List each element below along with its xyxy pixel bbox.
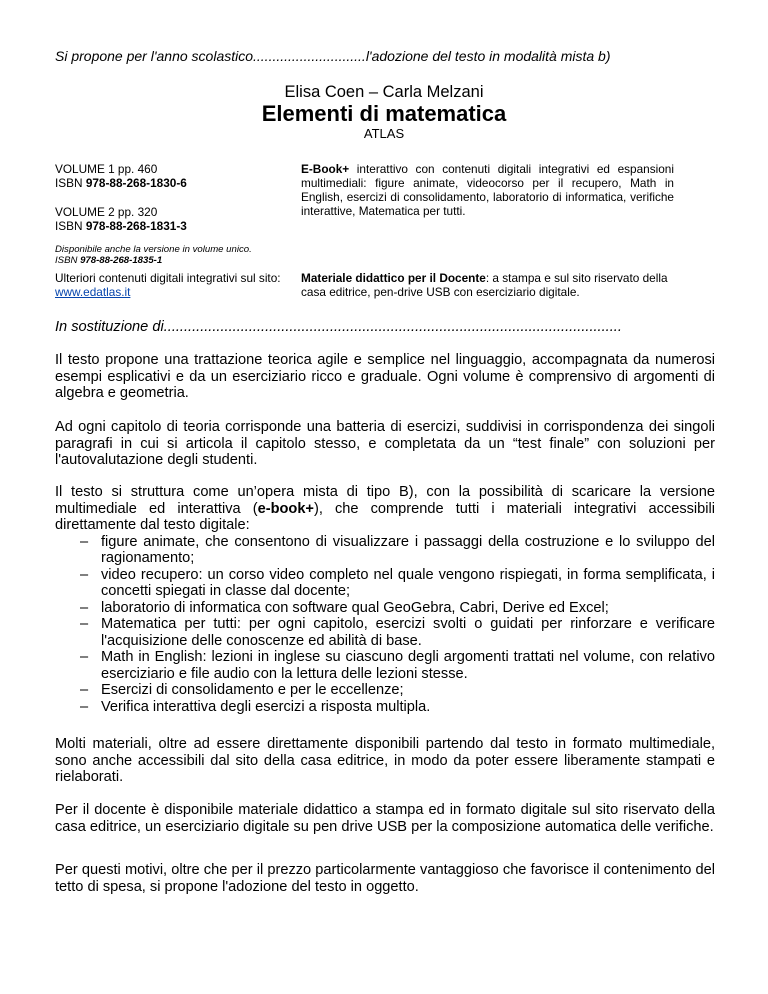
volume-2-isbn-line	[55, 219, 285, 233]
paragraph-structure	[55, 484, 715, 715]
structure-intro	[55, 484, 715, 534]
edatlas-link[interactable]: www.edatlas.it	[55, 285, 131, 299]
list-item	[55, 649, 715, 682]
teacher-material-note	[301, 271, 674, 299]
structure-text-before: Il testo si struttura come un’opera mista di tipo B), con la possibilità di scaricare la versione multimediale ed interattiva (	[55, 484, 715, 517]
list-item	[55, 699, 715, 716]
dash-bullet: –	[80, 649, 89, 665]
book-publisher: ATLAS	[363, 126, 405, 141]
dash-bullet: –	[80, 599, 89, 616]
book-title: Elementi di matematica	[261, 101, 507, 126]
dash-bullet: –	[80, 533, 89, 550]
extra-content-text: Ulteriori contenuti digitali integrativi sul sito:	[55, 271, 281, 285]
teacher-material-label: Materiale didattico per il Docente	[301, 271, 486, 285]
feature-text: video recupero: un corso video completo nel quale vengono rispiegati, in forma semplificata, i concetti spiegati in classe dal docente;	[101, 566, 715, 599]
volume-1-label: VOLUME 1 pp. 460	[55, 162, 158, 176]
feature-text: Verifica interattiva degli esercizi a risposta multipla.	[101, 698, 431, 715]
teacher-material-text: : a stampa e sul sito riservato della casa editrice, pen-drive USB con eserciziario digitale.	[301, 271, 668, 299]
list-item	[55, 567, 715, 600]
book-authors: Elisa Coen – Carla Melzani	[284, 83, 484, 101]
feature-list	[55, 534, 715, 716]
isbn-prefix: ISBN	[55, 219, 86, 233]
dash-bullet: –	[80, 566, 89, 583]
feature-text: laboratorio di informatica con software qual GeoGebra, Cabri, Derive ed Excel;	[101, 599, 609, 616]
list-item	[55, 600, 715, 617]
paragraph-online-materials: Molti materiali, oltre ad essere direttamente disponibili partendo dal testo in formato multimediale, sono anche accessibili dal sito della casa editrice, in modo da poter essere liberamente stampati e rielaborati.	[55, 736, 715, 785]
ebook-label: E-Book+	[301, 162, 350, 176]
feature-text: Matematica per tutti: per ogni capitolo, esercizi svolti o guidati per rinforzare e verificare l'acquisizione delle conoscenze ed abilità di base.	[101, 616, 715, 649]
list-item	[55, 616, 715, 649]
volume-1-isbn-line	[55, 176, 285, 190]
replacement-line: In sostituzione di.................................................................................................................	[55, 319, 622, 335]
volume-2-label: VOLUME 2 pp. 320	[55, 205, 158, 219]
list-item	[55, 534, 715, 567]
paragraph-teacher: Per il docente è disponibile materiale didattico a stampa ed in formato digitale sul sito riservato della casa editrice, un eserciziario digitale su pen drive USB per la composizione automatica delle verifiche.	[55, 802, 715, 835]
dash-bullet: –	[80, 616, 89, 632]
feature-text: figure animate, che consentono di visualizzare i passaggi della costruzione e lo sviluppo del ragionamento;	[101, 533, 715, 566]
feature-text: Esercizi di consolidamento e per le eccellenze;	[101, 682, 404, 698]
dash-bullet: –	[80, 698, 89, 715]
feature-text: Math in English: lezioni in inglese su ciascuno degli argomenti trattati nel volume, con relativo eserciziario e file audio con la lettura delle lezioni stesse.	[101, 649, 715, 682]
single-volume-isbn-line	[55, 255, 455, 266]
single-volume-isbn: 978-88-268-1835-1	[80, 255, 163, 266]
isbn-prefix: ISBN	[55, 176, 86, 190]
ebook-description	[301, 162, 674, 218]
single-volume-note	[55, 244, 455, 266]
paragraph-conclusion: Per questi motivi, oltre che per il prezzo particolarmente vantaggioso che favorisce il contenimento del tetto di spesa, si propone l'adozione del testo in oggetto.	[55, 862, 715, 895]
single-volume-text: Disponibile anche la versione in volume unico.	[55, 244, 252, 255]
extra-content-note	[55, 271, 285, 299]
ebook-plus-label: e-book+	[257, 500, 314, 517]
volume-2-isbn: 978-88-268-1831-3	[85, 219, 187, 233]
paragraph-exercises: Ad ogni capitolo di teoria corrisponde una batteria di esercizi, suddivisi in corrispondenza dei singoli paragrafi in cui si articola il capitolo stesso, e completata da un “test finale” con soluzioni per l'autovalutazione degli studenti.	[55, 419, 715, 468]
list-item	[55, 682, 715, 699]
volume-1-isbn: 978-88-268-1830-6	[85, 176, 187, 190]
isbn-prefix: ISBN	[55, 255, 81, 266]
volume-2-info	[55, 205, 285, 233]
paragraph-intro: Il testo propone una trattazione teorica agile e semplice nel linguaggio, accompagnata da numerosi esempi esplicativi e da un eserciziario ricco e graduale. Ogni volume è comprensivo di argomenti di algebra e geometria.	[55, 352, 715, 401]
volume-1-info	[55, 162, 285, 190]
structure-text-after: ), che comprende tutti i materiali integrativi accessibili direttamente dal testo digitale:	[55, 500, 715, 533]
adoption-proposal-line: Si propone per l'anno scolastico.............................l'adozione del testo in modalità mista b)	[55, 48, 611, 64]
ebook-text: interattivo con contenuti digitali integrativi ed espansioni multimediali: figure animate, videocorso per il recupero, Math in English, esercizi di consolidamento, laboratorio di informatica, verifiche interattive, Matematica per tutti.	[301, 162, 674, 218]
dash-bullet: –	[80, 682, 89, 698]
